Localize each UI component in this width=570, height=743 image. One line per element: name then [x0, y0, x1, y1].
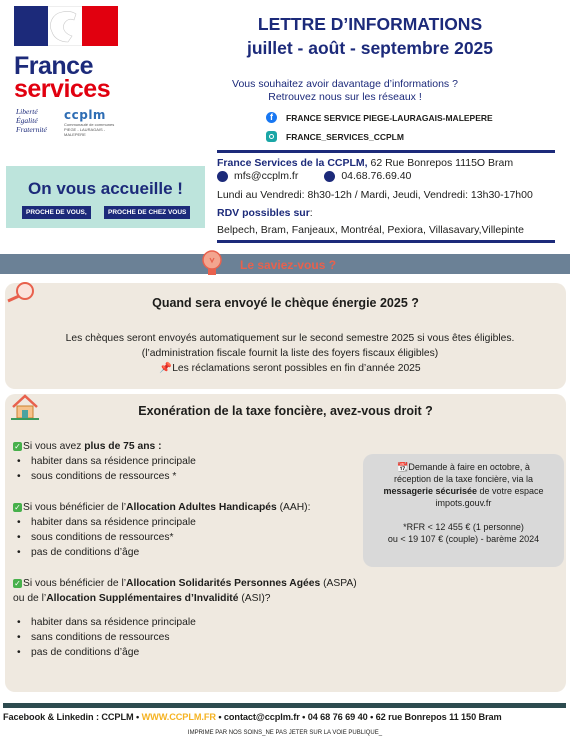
over-75-section: ✓ Si vous avez plus de 75 ans : • habiter dans sa résidence principale • sous conditions de ressources *: [13, 439, 196, 484]
welcome-title: On vous accueille !: [28, 179, 183, 198]
divider: [217, 150, 555, 153]
logo-france-text: France: [14, 52, 93, 80]
instagram-icon: [266, 131, 277, 142]
list-item: • pas de conditions d’âge: [17, 645, 357, 660]
address-line: France Services de la CCPLM, 62 Rue Bonrepos 1115O Bram: [217, 157, 514, 169]
footer-contact: Facebook & Linkedin : CCPLM • WWW.CCPLM.FR • contact@ccplm.fr • 04 68 76 69 40 • 62 rue Bonrepos 11 150 Bram: [3, 712, 502, 722]
email-link[interactable]: mfs@ccplm.fr: [234, 170, 299, 182]
checkmark-icon: ✓: [14, 503, 21, 512]
list-item: • habiter dans sa résidence principale: [17, 454, 196, 469]
list-item: • habiter dans sa résidence principale: [17, 515, 310, 530]
list-item: • habiter dans sa résidence principale: [17, 615, 357, 630]
card2-title: Exonération de la taxe foncière, avez-vous droit ?: [138, 404, 433, 418]
marianne-flag-icon: [14, 6, 118, 46]
phone-number[interactable]: 04.68.76.69.40: [341, 170, 412, 182]
list-item: • sous conditions de ressources *: [17, 469, 196, 484]
list-item: • pas de conditions d’âge: [17, 545, 310, 560]
rdv-label: RDV possibles sur:: [217, 207, 313, 219]
magnifier-icon: [5, 281, 37, 303]
welcome-banner: [6, 166, 205, 228]
contact-line: [217, 170, 411, 182]
application-info-box: 📆Demande à faire en octobre, à réception de la taxe foncière, via la messagerie sécurisée de votre espace impots.gouv.fr *RFR < 12 455 € (1 personne) ou < 19 107 € (couple) - barème 2024: [363, 454, 564, 567]
energy-cheque-card: [5, 283, 566, 389]
footer-divider: [3, 703, 566, 708]
lightbulb-icon: [201, 248, 223, 278]
welcome-badge-1: PROCHE DE VOUS,: [22, 206, 91, 219]
card1-body: Les chèques seront envoyés automatiquement sur le second semestre 2025 si vous êtes éligibles. (l’administration fiscale fournit la liste des foyers fiscaux éligibles) 📌Les réclamations seront possibles en fin d’année 2025: [65, 333, 515, 374]
list-item: • sans conditions de ressources: [17, 630, 357, 645]
checkmark-icon: ✓: [14, 579, 21, 588]
divider: [217, 240, 555, 243]
welcome-badge-2: PROCHE DE CHEZ VOUS: [104, 206, 190, 219]
print-notice: IMPRIME PAR NOS SOINS_NE PAS JETER SUR LA VOIE PUBLIQUE_: [187, 730, 383, 736]
list-item: • sous conditions de ressources*: [17, 530, 310, 545]
ccplm-logo-subtitle: Communauté de communes PIEGE - LAURAGAIS - MALEPERE: [64, 122, 115, 137]
facebook-link[interactable]: [266, 112, 493, 123]
aah-section: ✓ Si vous bénéficier de l’Allocation Adultes Handicapés (AAH): • habiter dans sa résidence principale • sous conditions de ressources* • pas de conditions d’âge: [13, 500, 310, 560]
instagram-link[interactable]: [266, 131, 404, 142]
opening-hours: Lundi au Vendredi: 8h30-12h / Mardi, Jeudi, Vendredi: 13h30-17h00: [217, 189, 533, 201]
title-line1: LETTRE D’INFORMATIONS: [257, 14, 483, 34]
aspa-asi-section: ✓ Si vous bénéficier de l’Allocation Solidarités Personnes Agées (ASPA) ou de l’Allocation Supplémentaires d’Invalidité (ASI)? • habiter dans sa résidence principale • sans conditions de ressources • pas de conditions d’âge: [13, 576, 357, 660]
logo-services-text: services: [14, 75, 111, 103]
title-line2: juillet - août - septembre 2025: [246, 38, 494, 58]
instagram-label: FRANCE_SERVICES_CCPLM: [286, 131, 404, 142]
rdv-towns: Belpech, Bram, Fanjeaux, Montréal, Pexiora, Villasavary,Villepinte: [217, 224, 524, 236]
checkmark-icon: ✓: [14, 442, 21, 451]
republic-motto: Liberté Égalité Fraternité: [16, 107, 47, 134]
house-icon: [11, 394, 39, 420]
phone-icon: [324, 171, 335, 182]
card1-title: Quand sera envoyé le chèque énergie 2025 ?: [152, 296, 419, 310]
facebook-label: FRANCE SERVICE PIEGE-LAURAGAIS-MALEPERE: [286, 112, 493, 123]
website-link[interactable]: WWW.CCPLM.FR: [141, 712, 216, 722]
did-you-know-label: Le saviez-vous ?: [240, 258, 337, 272]
social-intro: Vous souhaitez avoir davantage d’informations ? Retrouvez nous sur les réseaux !: [232, 78, 458, 103]
email-icon: [217, 171, 228, 182]
france-services-logo: [14, 4, 139, 137]
facebook-icon: f: [266, 112, 277, 123]
newsletter-title: [180, 12, 560, 60]
ccplm-logo-text: ccplm: [64, 108, 106, 122]
ccplm-logo: [64, 108, 124, 137]
